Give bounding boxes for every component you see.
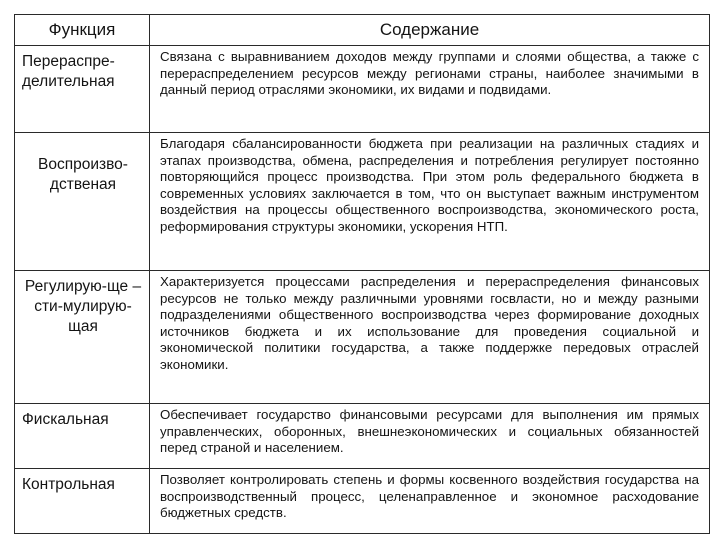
content-cell: Характеризуется процессами распределения и перераспределения финансовых ресурсов не только между различными уровнями госвласти, но и между разными подразделениями общественного воспроизводства через формирование доходных источников бюджета и их использование для проведения социальной и экономической политики государства, а также поддержке передовых отраслей экономики. bbox=[150, 271, 710, 404]
table-row bbox=[15, 46, 710, 133]
header-content: Содержание bbox=[150, 15, 710, 46]
content-cell: Благодаря сбалансированности бюджета при реализации на различных стадиях и этапах производства, обмена, распределения и потребления регулирует постоянно повторяющийся процесс производства. При этом роль федерального бюджета в современных условиях заключается в том, что он выступает важным инструментом воздействия на процессы общественного воспроизводства, экономического роста, реформирования структуры экономики, ускорения НТП. bbox=[150, 133, 710, 271]
table-row bbox=[15, 469, 710, 534]
table-row bbox=[15, 271, 710, 404]
table-row bbox=[15, 133, 710, 271]
content-cell: Позволяет контролировать степень и формы косвенного воздействия государства на воспроизводственный процесс, целенаправленное и экономное расходование бюджетных средств. bbox=[150, 469, 710, 534]
content-cell: Обеспечивает государство финансовыми ресурсами для выполнения им прямых управленческих, оборонных, внешнеэкономических и социальных обязанностей перед страной и населением. bbox=[150, 404, 710, 469]
function-cell: Контрольная bbox=[15, 469, 150, 534]
function-cell: Перераспре-делительная bbox=[15, 46, 150, 133]
header-function: Функция bbox=[15, 15, 150, 46]
functions-table bbox=[14, 14, 710, 534]
content-cell: Связана с выравниванием доходов между группами и слоями общества, а также с перераспределением ресурсов между регионами страны, наиболее значимыми в данный период отраслями экономики, их видами и подвидами. bbox=[150, 46, 710, 133]
function-cell: Воспроизво-дственая bbox=[15, 133, 150, 271]
table-row bbox=[15, 404, 710, 469]
function-cell: Регулирую-ще – сти-мулирую-щая bbox=[15, 271, 150, 404]
table-header-row bbox=[15, 15, 710, 46]
function-cell: Фискальная bbox=[15, 404, 150, 469]
